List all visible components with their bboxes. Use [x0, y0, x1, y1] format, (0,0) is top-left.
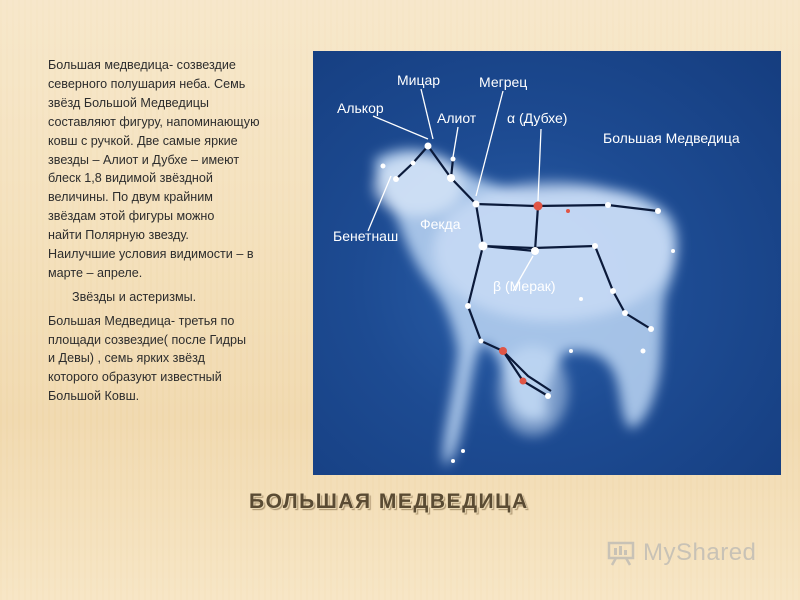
slide-title: БОЛЬШАЯ МЕДВЕДИЦА: [249, 490, 529, 513]
subheading: Звёзды и астеризмы.: [72, 289, 197, 304]
label-mizar: Мицар: [397, 72, 441, 88]
logo-text: MyShared: [643, 539, 757, 566]
constellation-image: [313, 51, 781, 475]
description-paragraph-2: Большая Медведица- третья по площади созвездие( после Гидры и Девы) , семь ярких звёзд которого образуют известный Большой Ковш.: [48, 313, 247, 403]
label-phecda: Фекда: [420, 216, 461, 232]
presentation-board-icon: [607, 540, 635, 566]
label-merak: β (Мерак): [493, 278, 556, 294]
myshared-logo: [607, 539, 756, 567]
label-constellation: Большая Медведица: [603, 130, 740, 146]
bear-constellation-illustration: [313, 51, 781, 475]
label-alcor: Алькор: [337, 100, 384, 116]
description-paragraph: Большая медведица- созвездие северного полушария неба. Семь звёзд Большой Медведицы составляют фигуру, напоминающую ковш с ручкой. Две самые яркие звезды – Алиот и Дубхе – имеют блеск 1,8 видимой звёздной величины. По двум крайним звёздам этой фигуры можно найти Полярную звезду. Наилучшие условия видимости – в марте – апреле.: [48, 58, 260, 280]
description-panel: [48, 56, 298, 405]
label-dubhe: α (Дубхе): [507, 110, 568, 126]
label-megrez: Мегрец: [479, 74, 528, 90]
label-benetnash: Бенетнаш: [333, 228, 399, 244]
bear-silhouette: [373, 149, 678, 466]
label-alioth: Алиот: [437, 110, 477, 126]
